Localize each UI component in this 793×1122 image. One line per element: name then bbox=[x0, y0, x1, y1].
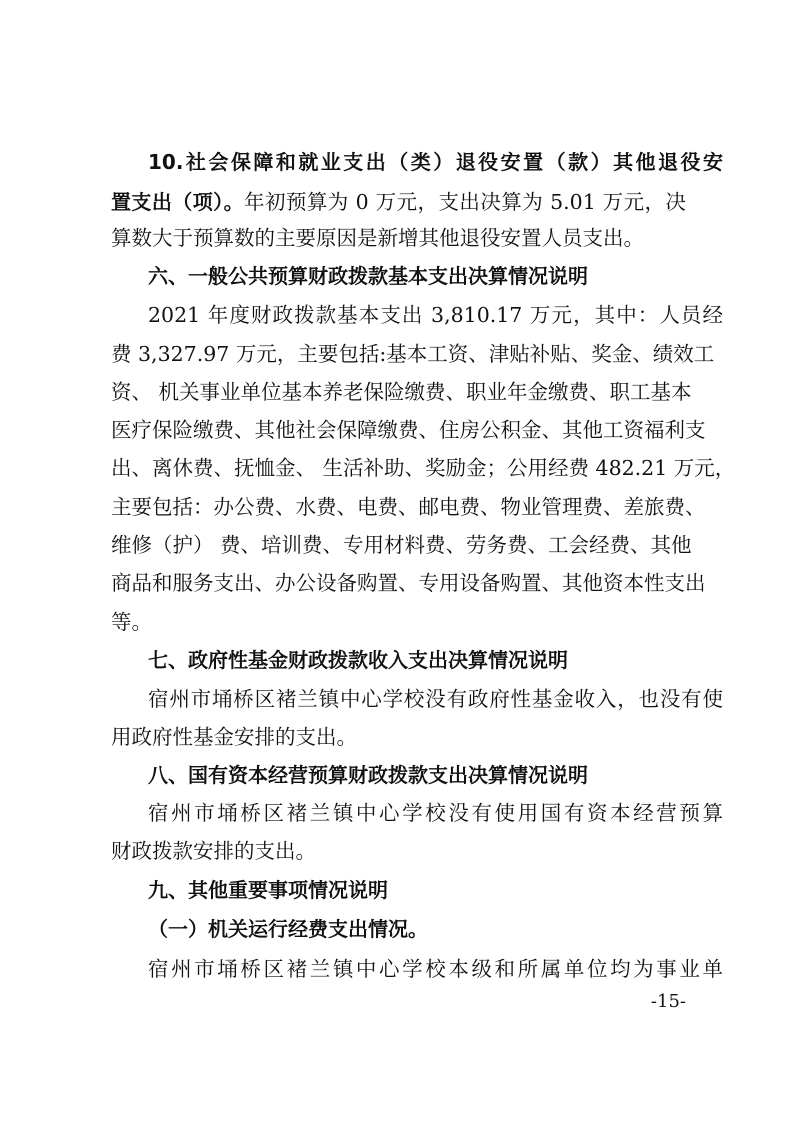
section-7-heading bbox=[148, 645, 723, 675]
subsection-1-text-1: 宿州市埇桥区褚兰镇中心学校本级和所属单位均为事业单 bbox=[148, 957, 723, 981]
item-10-line-1 bbox=[148, 147, 723, 177]
section-9-heading bbox=[148, 875, 723, 905]
item-10-title-part-1: 10.社会保障和就业支出（类）退役安置（款）其他退役安 bbox=[148, 150, 723, 174]
section-6-text-6: 主要包括：办公费、水费、电费、邮电费、物业管理费、差旅费、 bbox=[111, 495, 706, 519]
item-10-line-2 bbox=[111, 187, 686, 217]
section-7-title: 七、政府性基金财政拨款收入支出决算情况说明 bbox=[148, 648, 568, 672]
section-6-text-4: 医疗保险缴费、其他社会保障缴费、住房公积金、其他工资福利支 bbox=[111, 418, 706, 442]
section-9-title: 九、其他重要事项情况说明 bbox=[148, 878, 388, 902]
section-6-para-line-3 bbox=[111, 377, 692, 407]
section-6-text-2: 费 3,327.97 万元，主要包括:基本工资、津贴补贴、奖金、绩效工 bbox=[111, 342, 715, 366]
subsection-1-title: （一）机关运行经费支出情况。 bbox=[148, 917, 428, 941]
section-8-text-1: 宿州市埇桥区褚兰镇中心学校没有使用国有资本经营预算 bbox=[148, 801, 723, 825]
section-6-para-line-2 bbox=[111, 339, 715, 369]
section-6-para-line-7 bbox=[111, 530, 692, 560]
section-8-heading bbox=[148, 760, 723, 790]
section-7-para-line-1 bbox=[148, 684, 723, 714]
subsection-1-heading bbox=[148, 914, 723, 944]
section-7-text-1: 宿州市埇桥区褚兰镇中心学校没有政府性基金收入，也没有使 bbox=[148, 687, 723, 711]
section-6-text-1: 2021 年度财政拨款基本支出 3,810.17 万元，其中：人员经 bbox=[148, 303, 723, 327]
section-6-para-line-4 bbox=[111, 415, 706, 445]
section-6-para-line-9 bbox=[111, 607, 686, 637]
section-6-heading bbox=[148, 261, 723, 291]
subsection-1-para-line-1 bbox=[148, 954, 723, 984]
section-6-para-line-8 bbox=[111, 568, 706, 598]
section-8-text-2: 财政拨款安排的支出。 bbox=[111, 839, 316, 863]
section-8-title: 八、国有资本经营预算财政拨款支出决算情况说明 bbox=[148, 763, 588, 787]
section-6-text-8: 商品和服务支出、办公设备购置、专用设备购置、其他资本性支出 bbox=[111, 571, 706, 595]
page-number: -15- bbox=[650, 991, 686, 1012]
section-7-text-2: 用政府性基金安排的支出。 bbox=[111, 725, 357, 749]
section-8-para-line-2 bbox=[111, 836, 686, 866]
section-6-para-line-1 bbox=[148, 300, 723, 330]
section-6-text-9: 等。 bbox=[111, 610, 152, 634]
item-10-text: 年初预算为 0 万元，支出决算为 5.01 万元，决 bbox=[244, 190, 686, 214]
item-10-text-cont: 算数大于预算数的主要原因是新增其他退役安置人员支出。 bbox=[111, 226, 644, 250]
section-6-text-5: 出、离休费、抚恤金、 生活补助、奖励金；公用经费 482.21 万元， bbox=[111, 456, 736, 480]
item-10-title-part-2: 置支出（项）。 bbox=[111, 190, 245, 214]
section-6-title: 六、一般公共预算财政拨款基本支出决算情况说明 bbox=[148, 264, 588, 288]
item-10-line-3 bbox=[111, 223, 686, 253]
section-6-text-3: 资、 机关事业单位基本养老保险缴费、职业年金缴费、职工基本 bbox=[111, 380, 692, 404]
section-6-para-line-5 bbox=[111, 453, 736, 483]
section-6-text-7: 维修（护） 费、培训费、专用材料费、劳务费、工会经费、其他 bbox=[111, 533, 692, 557]
section-8-para-line-1 bbox=[148, 798, 723, 828]
section-6-para-line-6 bbox=[111, 492, 706, 522]
section-7-para-line-2 bbox=[111, 722, 686, 752]
